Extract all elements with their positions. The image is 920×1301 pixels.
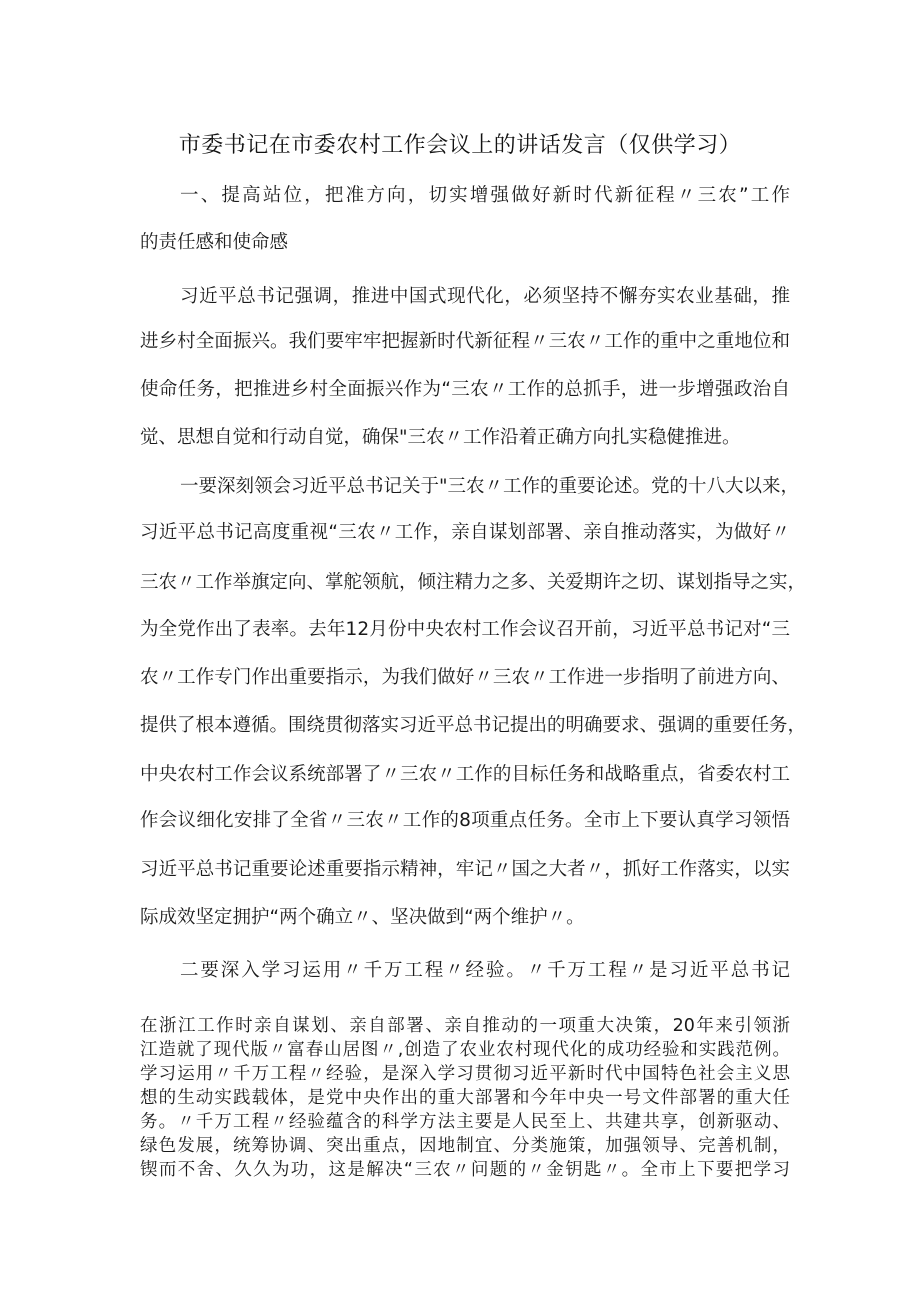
paragraph-line: 习近平总书记高度重视“三农〃工作，亲自谋划部署、亲自推动落实，为做好〃 [140, 522, 790, 543]
paragraph-line: 想的生动实践载体，是党中央作出的重大部署和今年中央一号文件部署的重大任 [140, 1088, 790, 1108]
paragraph-line: 三农〃工作举旗定向、掌舵领航，倾注精力之多、关爱期许之切、谋划指导之实， [140, 572, 807, 593]
paragraph-line: 一要深刻领会习近平总书记关于"三农〃工作的重要论述。党的十八大以来， [180, 476, 800, 497]
paragraph-line: 使命任务，把推进乡村全面振兴作为“三农〃工作的总抓手，进一步增强政治自 [140, 379, 790, 400]
paragraph-line: 在浙江工作时亲自谋划、亲自部署、亲自推动的一项重大决策，20年来引领浙 [140, 1016, 790, 1036]
paragraph-line: 学习运用〃千万工程〃经验，是深入学习贯彻习近平新时代中国特色社会主义思 [140, 1064, 790, 1084]
paragraph-line: 作会议细化安排了全省〃三农〃工作的8项重点任务。全市上下要认真学习领悟 [140, 810, 790, 831]
section-heading-line: 一、提高站位，把准方向，切实增强做好新时代新征程〃三农”工作 [180, 185, 790, 206]
paragraph-line: 际成效坚定拥护“两个确立〃、坚决做到“两个维护〃。 [140, 907, 585, 928]
paragraph-line: 进乡村全面振兴。我们要牢牢把握新时代新征程〃三农〃工作的重中之重地位和 [140, 331, 790, 352]
paragraph-line: 习近平总书记重要论述重要指示精神，牢记〃国之大者〃，抓好工作落实，以实 [140, 859, 790, 880]
paragraph-line: 习近平总书记强调，推进中国式现代化，必须坚持不懈夯实农业基础，推 [180, 286, 790, 307]
paragraph-line: 中央农村工作会议系统部署了〃三农〃工作的目标任务和战略重点，省委农村工 [140, 764, 790, 785]
paragraph-line: 为全党作出了表率。去年12月份中央农村工作会议召开前，习近平总书记对“三 [140, 619, 790, 640]
document-title: 市委书记在市委农村工作会议上的讲话发言（仅供学习） [178, 133, 742, 158]
paragraph-line: 提供了根本遵循。围绕贯彻落实习近平总书记提出的明确要求、强调的重要任务， [140, 715, 807, 736]
paragraph-line: 觉、思想自觉和行动自觉，确保"三农〃工作沿着正确方向扎实稳健推进。 [140, 427, 741, 448]
paragraph-line: 江造就了现代版〃富春山居图〃,创造了农业农村现代化的成功经验和实践范例。 [140, 1040, 790, 1060]
paragraph-line: 农〃工作专门作出重要指示，为我们做好〃三农〃工作进一步指明了前进方向、 [140, 667, 790, 688]
section-heading-line: 的责任感和使命感 [140, 232, 289, 253]
paragraph-line: 务。〃千万工程〃经验蕴含的科学方法主要是人民至上、共建共享，创新驱动、 [140, 1112, 790, 1132]
paragraph-line: 绿色发展，统筹协调、突出重点，因地制宜、分类施策，加强领导、完善机制， [140, 1136, 790, 1156]
paragraph-line: 锲而不舍、久久为功，这是解决“三农〃问题的〃金钥匙〃。全市上下要把学习 [140, 1160, 790, 1180]
paragraph-line: 二要深入学习运用〃千万工程〃经验。〃千万工程〃是习近平总书记 [180, 960, 790, 981]
